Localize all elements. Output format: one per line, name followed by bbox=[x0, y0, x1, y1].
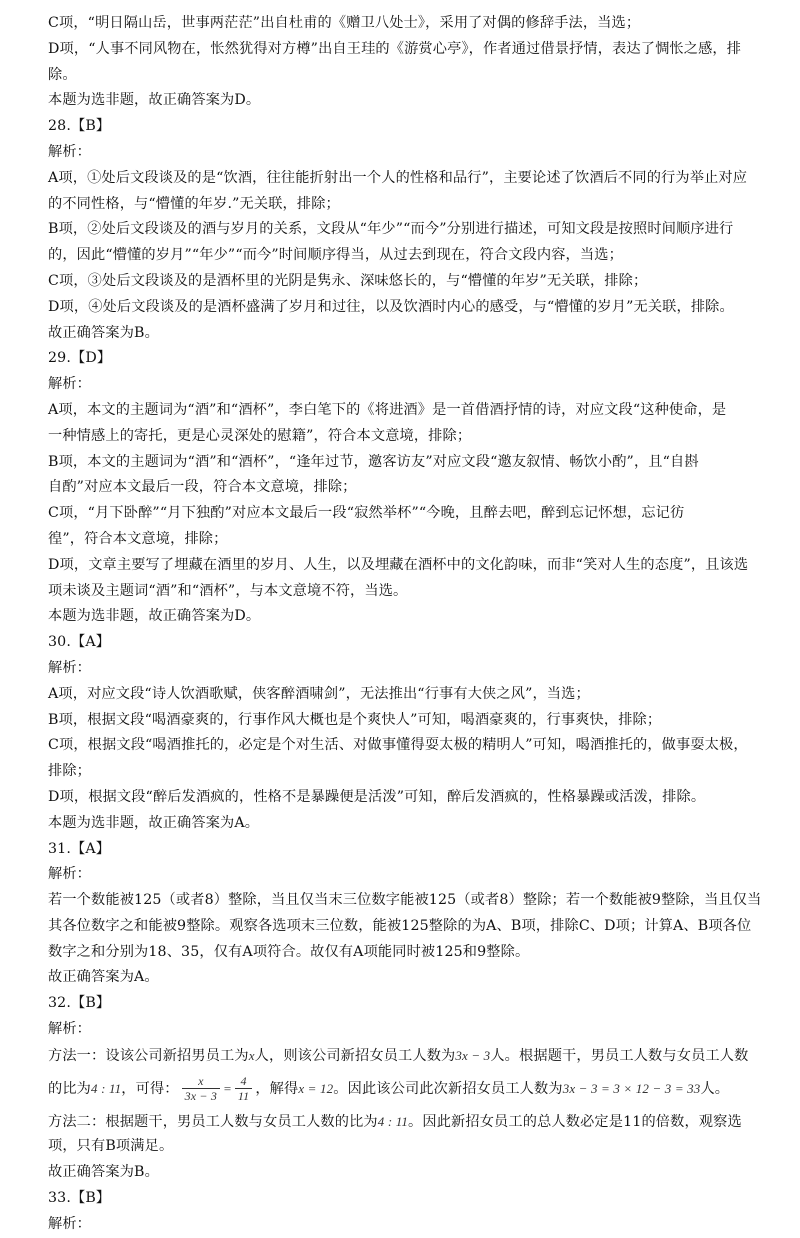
text-line: C项，③处后文段谈及的是酒杯里的光阴是隽永、深味悠长的，与“懵懂的年岁”无关联，排除； bbox=[48, 272, 648, 289]
question-number: 30.【A】 bbox=[48, 634, 111, 651]
method-two-line-2: 项，只有B项满足。 bbox=[48, 1138, 174, 1155]
math-fraction-left bbox=[182, 1074, 220, 1103]
method-one-text: 人。根据题干，男员工人数与女员工人数 bbox=[490, 1047, 749, 1064]
fraction-denominator: 11 bbox=[237, 1089, 250, 1104]
text-line: D项，文章主要写了埋藏在酒里的岁月、人生，以及埋藏在酒杯中的文化韵味，而非“笑对人生的态度”，且该选 bbox=[48, 556, 749, 573]
method-one-text: 方法一：设该公司新招男员工为 bbox=[48, 1047, 249, 1064]
text-line: 徨”，符合本文意境，排除； bbox=[48, 530, 228, 547]
text-line: A项，①处后文段谈及的是“饮酒，往往能折射出一个人的性格和品行”，主要论述了饮酒后不同的行为举止对应 bbox=[48, 169, 748, 186]
text-line: B项，本文的主题词为“酒”和“酒杯”，“逢年过节，邀客访友”对应文段“邀友叙情、畅饮小酌”，且“自斟 bbox=[48, 453, 699, 470]
math-ratio: 4 : 11 bbox=[377, 1113, 409, 1129]
text-line: 排除； bbox=[48, 763, 92, 780]
text-line: C项，“月下卧醉”“月下独酌”对应本文最后一段“寂然举杯”“今晚，且醉去吧，醉到忘记怀想，忘记彷 bbox=[48, 505, 685, 522]
question-number: 31.【A】 bbox=[48, 840, 111, 857]
math-variable-x: x bbox=[248, 1047, 255, 1063]
text-line: 故正确答案为A。 bbox=[48, 969, 159, 986]
text-line: A项，本文的主题词为“酒”和“酒杯”，李白笔下的《将进酒》是一首借酒抒情的诗，对应文段“这种使命，是 bbox=[48, 401, 727, 418]
question-number: 32.【B】 bbox=[48, 995, 111, 1012]
method-two-text: 。因此新招女员工的总人数必定是11的倍数，观察选 bbox=[408, 1113, 742, 1130]
question-number: 29.【D】 bbox=[48, 350, 112, 367]
text-line: A项，对应文段“诗人饮酒歌赋，侠客醉酒啸剑”，无法推出“行事有大侠之风”，当选； bbox=[48, 685, 590, 702]
analysis-label: 解析： bbox=[48, 1021, 92, 1038]
fraction-numerator: 4 bbox=[235, 1074, 252, 1089]
text-line: 除。 bbox=[48, 66, 77, 83]
method-two-text: 方法二：根据题干，男员工人数与女员工人数的比为 bbox=[48, 1113, 378, 1130]
method-one-text: 的比为 bbox=[48, 1080, 92, 1097]
text-line: 的不同性格，与“懵懂的年岁.”无关联，排除； bbox=[48, 195, 340, 212]
text-line: 本题为选非题，故正确答案为D。 bbox=[48, 608, 261, 625]
math-expression: 3x − 3 bbox=[455, 1047, 491, 1063]
text-line: B项，根据文段“喝酒豪爽的，行事作风大概也是个爽快人”可知，喝酒豪爽的，行事爽快，排除； bbox=[48, 711, 662, 728]
math-equals: = bbox=[222, 1080, 232, 1096]
question-number: 33.【B】 bbox=[48, 1190, 111, 1207]
method-one-text: 人，则该公司新招女员工人数为 bbox=[254, 1047, 456, 1064]
text-line: 其各位数字之和能被9整除。观察各选项末三位数，能被125整除的为A、B项，排除C、D项；计算A、B项各位 bbox=[48, 917, 752, 934]
text-line: C项，“明日隔山岳，世事两茫茫”出自杜甫的《赠卫八处士》，采用了对偶的修辞手法，当选； bbox=[48, 15, 641, 31]
document-page bbox=[48, 11, 762, 1238]
text-line: 本题为选非题，故正确答案为A。 bbox=[48, 814, 260, 831]
text-line: 项未谈及主题词“酒”和“酒杯”，与本文意境不符，当选。 bbox=[48, 582, 408, 599]
text-line: 数字之和分别为18、35，仅有A项符合。故仅有A项能同时被125和9整除。 bbox=[48, 943, 530, 960]
math-fraction-right bbox=[235, 1074, 252, 1103]
text-line: D项，“人事不同风物在，怅然犹得对方樽”出自王珪的《游赏心亭》，作者通过借景抒情，表达了惆怅之感，排 bbox=[48, 40, 742, 57]
math-calculation: 3x − 3 = 3 × 12 − 3 = 33 bbox=[562, 1080, 701, 1096]
fraction-denominator: 3x − 3 bbox=[184, 1089, 217, 1104]
method-one-text: 人。 bbox=[700, 1080, 730, 1097]
analysis-label: 解析： bbox=[48, 659, 92, 676]
fraction-numerator: x bbox=[182, 1074, 220, 1089]
analysis-label: 解析： bbox=[48, 866, 92, 883]
text-line: 自酌”对应本文最后一段，符合本文意境，排除； bbox=[48, 479, 357, 496]
text-line: 若一个数能被125（或者8）整除，当且仅当末三位数字能被125（或者8）整除；若一个数能被9整除，当且仅当 bbox=[48, 892, 762, 909]
question-number: 28.【B】 bbox=[48, 118, 111, 135]
answer-line: 故正确答案为B。 bbox=[48, 1164, 159, 1181]
text-line: 的，因此“懵懂的岁月”“年少”“而今”时间顺序得当，从过去到现在，符合文段内容，当选； bbox=[48, 247, 623, 264]
method-two-line-1 bbox=[48, 1109, 754, 1135]
analysis-label: 解析： bbox=[48, 143, 92, 160]
method-one-text: ，解得 bbox=[255, 1080, 299, 1097]
method-one-line-1 bbox=[48, 1043, 754, 1069]
text-line: 本题为选非题，故正确答案为D。 bbox=[48, 92, 261, 109]
method-one-text: 。因此该公司此次新招女员工人数为 bbox=[333, 1080, 563, 1097]
method-one-line-2 bbox=[48, 1069, 754, 1109]
method-one-text: ，可得： bbox=[121, 1080, 179, 1097]
math-solution: x = 12 bbox=[298, 1080, 334, 1096]
analysis-label: 解析： bbox=[48, 1215, 92, 1232]
text-line: 故正确答案为B。 bbox=[48, 324, 159, 341]
text-line: D项，根据文段“醉后发酒疯的，性格不是暴躁便是活泼”可知，醉后发酒疯的，性格暴躁或活泼，排除。 bbox=[48, 788, 706, 805]
analysis-label: 解析： bbox=[48, 376, 92, 393]
math-ratio: 4 : 11 bbox=[91, 1080, 122, 1096]
text-line: 一种情感上的寄托，更是心灵深处的慰籍”，符合本文意境，排除； bbox=[48, 427, 472, 444]
text-line: D项，④处后文段谈及的是酒杯盛满了岁月和过往，以及饮酒时内心的感受，与“懵懂的岁月”无关联，排除。 bbox=[48, 298, 734, 315]
text-line: C项，根据文段“喝酒推托的，必定是个对生活、对做事懂得耍太极的精明人”可知，喝酒推托的，做事耍太极， bbox=[48, 737, 748, 754]
text-line: B项，②处后文段谈及的酒与岁月的关系，文段从“年少”“而今”分别进行描述，可知文段是按照时间顺序进行 bbox=[48, 221, 734, 238]
